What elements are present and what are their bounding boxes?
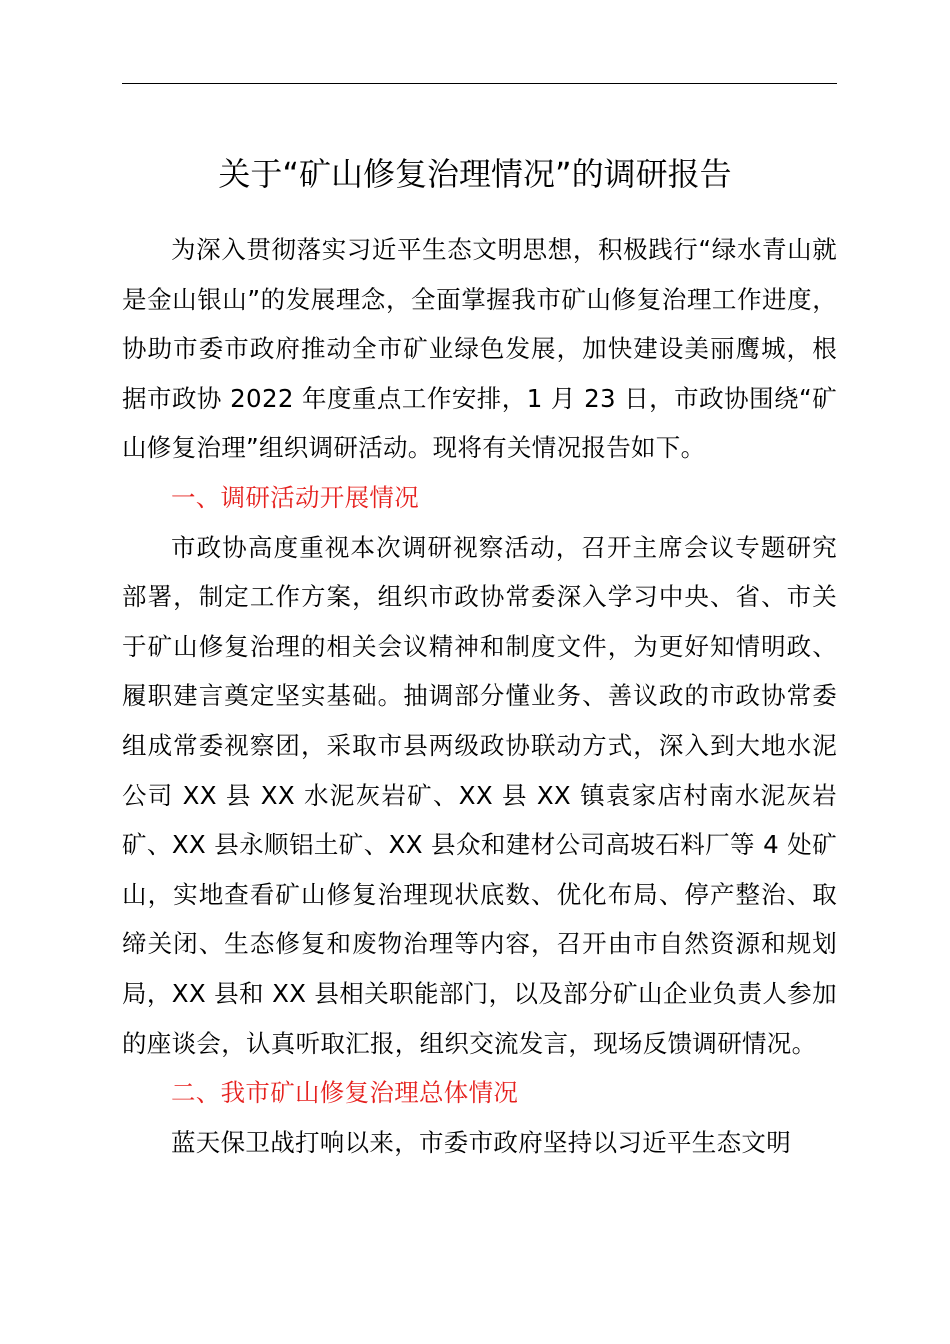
section-heading-1: 一、调研活动开展情况 [171, 482, 419, 512]
section-paragraph-1: 市政协高度重视本次调研视察活动，召开主席会议专题研究部署，制定工作方案，组织市政协常委深入学习中央、省、市关于矿山修复治理的相关会议精神和制度文件，为更好知情明政、履职建言奠定坚实基础。抽调部分懂业务、善议政的市政协常委组成常委视察团，采取市县两级政协联动方式，深入到大地水泥公司 XX 县 XX 水泥灰岩矿、XX 县 XX 镇袁家店村南水泥灰岩矿、XX 县永顺铝土矿、XX 县众和建材公司高坡石料厂等 4 处矿山，实地查看矿山修复治理现状底数、优化布局、停产整治、取缔关闭、生态修复和废物治理等内容，召开由市自然资源和规划局，XX 县和 XX 县相关职能部门，以及部分矿山企业负责人参加的座谈会，认真听取汇报，组织交流发言，现场反馈调研情况。 [122, 532, 837, 1058]
section-paragraph-2: 蓝天保卫战打响以来，市委市政府坚持以习近平生态文明 [171, 1127, 791, 1157]
document-body [122, 225, 837, 1167]
header-rule [122, 83, 837, 84]
intro-paragraph: 为深入贯彻落实习近平生态文明思想，积极践行“绿水青山就是金山银山”的发展理念，全面掌握我市矿山修复治理工作进度，协助市委市政府推动全市矿业绿色发展，加快建设美丽鹰城，根据市政协 2022 年度重点工作安排，1 月 23 日，市政协围绕“矿山修复治理”组织调研活动。现将有关情况报告如下。 [122, 235, 837, 463]
document-title: 关于“矿山修复治理情况”的调研报告 [218, 155, 732, 193]
section-heading-2: 二、我市矿山修复治理总体情况 [171, 1078, 519, 1108]
